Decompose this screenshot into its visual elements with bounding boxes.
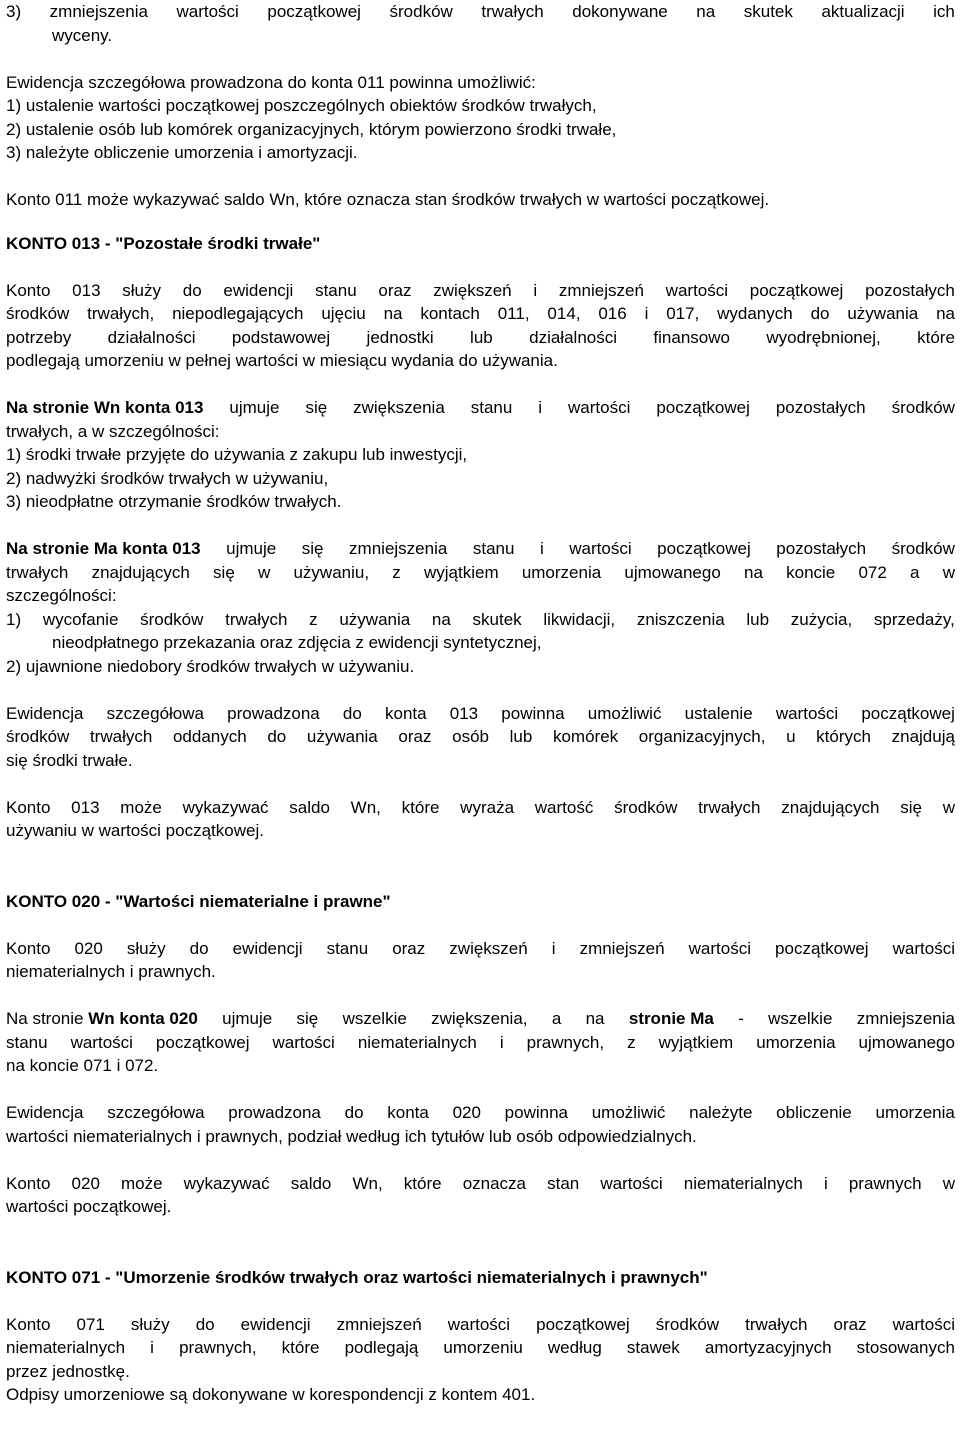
list-item: 3) zmniejszenia wartości początkowej środków trwałych dokonywane na skutek aktualizacji ich bbox=[6, 2, 955, 21]
text-line: Konto 013 służy do ewidencji stanu oraz zwiększeń i zmniejszeń wartości początkowej pozostałych bbox=[6, 280, 955, 300]
text-line: Ewidencja szczegółowa prowadzona do konta 011 powinna umożliwić: bbox=[6, 72, 536, 92]
text-line: szczególności: bbox=[6, 586, 117, 605]
paragraph bbox=[6, 279, 955, 350]
bold-label: Na stronie Ma konta 013 bbox=[6, 539, 201, 558]
paragraph bbox=[6, 1313, 955, 1360]
paragraph bbox=[6, 1172, 955, 1196]
bold-label: Na stronie Wn konta 013 bbox=[6, 398, 204, 417]
text-line: Odpisy umorzeniowe są dokonywane w korespondencji z kontem 401. bbox=[6, 1385, 536, 1404]
section-heading-konto-071: KONTO 071 - "Umorzenie środków trwałych oraz wartości niematerialnych i prawnych" bbox=[6, 1267, 708, 1287]
paragraph bbox=[6, 702, 955, 749]
text-line: podlegają umorzeniu w pełnej wartości w miesiącu wydania do używania. bbox=[6, 351, 558, 370]
text-line: Ewidencja szczegółowa prowadzona do konta 013 powinna umożliwić ustalenie wartości początkowej bbox=[6, 703, 955, 723]
text-line: środków trwałych, niepodlegających ujęciu na kontach 011, 014, 016 i 017, wydanych do używania na bbox=[6, 304, 955, 323]
list-item: 3) nieodpłatne otrzymanie środków trwałych. bbox=[6, 492, 342, 511]
text-line: Ewidencja szczegółowa prowadzona do konta 020 powinna umożliwić należyte obliczenie umorzenia bbox=[6, 1103, 955, 1122]
text-line: wyceny. bbox=[52, 25, 113, 45]
list-item: 2) nadwyżki środków trwałych w używaniu, bbox=[6, 468, 329, 488]
list-item: 1) ustalenie wartości początkowej poszczególnych obiektów środków trwałych, bbox=[6, 96, 597, 115]
bold-label: Wn konta 020 bbox=[88, 1009, 198, 1028]
list-item: 1) środki trwałe przyjęte do używania z zakupu lub inwestycji, bbox=[6, 445, 468, 464]
paragraph bbox=[6, 796, 955, 820]
text-line: trwałych, a w szczególności: bbox=[6, 421, 220, 441]
paragraph bbox=[6, 1101, 955, 1125]
text-line: Konto 011 może wykazywać saldo Wn, które oznacza stan środków trwałych w wartości początkowej. bbox=[6, 190, 770, 209]
text-line: Na stronie Wn konta 020 ujmuje się wszelkie zwiększenia, a na stronie Ma - wszelkie zmniejszenia bbox=[6, 1007, 955, 1031]
text-line: przez jednostkę. bbox=[6, 1361, 130, 1381]
paragraph bbox=[6, 937, 955, 961]
text-line: trwałych znajdujących się w używaniu, z wyjątkiem umorzenia ujmowanego na koncie 072 a w bbox=[6, 562, 955, 582]
list-item-continuation: nieodpłatnego przekazania oraz zdjęcia z ewidencji syntetycznej, bbox=[52, 633, 542, 652]
text-line: Konto 013 może wykazywać saldo Wn, które wyraża wartość środków trwałych znajdujących się w bbox=[6, 797, 955, 817]
text-line: niematerialnych i prawnych, które podlegają umorzeniu według stawek amortyzacyjnych stosowanych bbox=[6, 1338, 955, 1357]
text-line: środków trwałych oddanych do używania oraz osób lub komórek organizacyjnych, u których znajdują bbox=[6, 727, 955, 746]
section-heading-konto-013: KONTO 013 - "Pozostałe środki trwałe" bbox=[6, 233, 321, 253]
text-line: używaniu w wartości początkowej. bbox=[6, 821, 264, 840]
list-item: 2) ujawnione niedobory środków trwałych w używaniu. bbox=[6, 656, 415, 676]
list-item: 3) należyte obliczenie umorzenia i amortyzacji. bbox=[6, 143, 358, 162]
text-line: Na stronie Ma konta 013 ujmuje się zmniejszenia stanu i wartości początkowej pozostałych środków bbox=[6, 537, 955, 561]
text-line: potrzeby działalności podstawowej jednostki lub działalności finansowo wyodrębnionej, które bbox=[6, 327, 955, 347]
document-page bbox=[6, 0, 955, 1407]
text-line: wartości niematerialnych i prawnych, podział według ich tytułów lub osób odpowiedzialnych. bbox=[6, 1126, 697, 1146]
text-line: Konto 020 może wykazywać saldo Wn, które oznacza stan wartości niematerialnych i prawnych w bbox=[6, 1173, 955, 1193]
text-line: wartości początkowej. bbox=[6, 1197, 172, 1216]
text-line: na koncie 071 i 072. bbox=[6, 1056, 159, 1075]
section-heading-konto-020: KONTO 020 - "Wartości niematerialne i prawne" bbox=[6, 891, 391, 911]
list-item: 2) ustalenie osób lub komórek organizacyjnych, którym powierzono środki trwałe, bbox=[6, 119, 617, 139]
text-line: niematerialnych i prawnych. bbox=[6, 962, 216, 981]
text-line: Konto 020 służy do ewidencji stanu oraz zwiększeń i zmniejszeń wartości początkowej wartości bbox=[6, 938, 955, 958]
text-line: Na stronie Wn konta 013 ujmuje się zwiększenia stanu i wartości początkowej pozostałych środków bbox=[6, 396, 955, 420]
text-line: stanu wartości początkowej wartości niematerialnych i prawnych, z wyjątkiem umorzenia ujmowanego bbox=[6, 1032, 955, 1052]
bold-label: stronie Ma bbox=[628, 1009, 714, 1028]
text-line: Konto 071 służy do ewidencji zmniejszeń wartości początkowej środków trwałych oraz wartości bbox=[6, 1314, 955, 1334]
text-line: się środki trwałe. bbox=[6, 750, 133, 770]
list-item: 1) wycofanie środków trwałych z używania na skutek likwidacji, zniszczenia lub zużycia, sprzedaży, bbox=[6, 609, 955, 629]
